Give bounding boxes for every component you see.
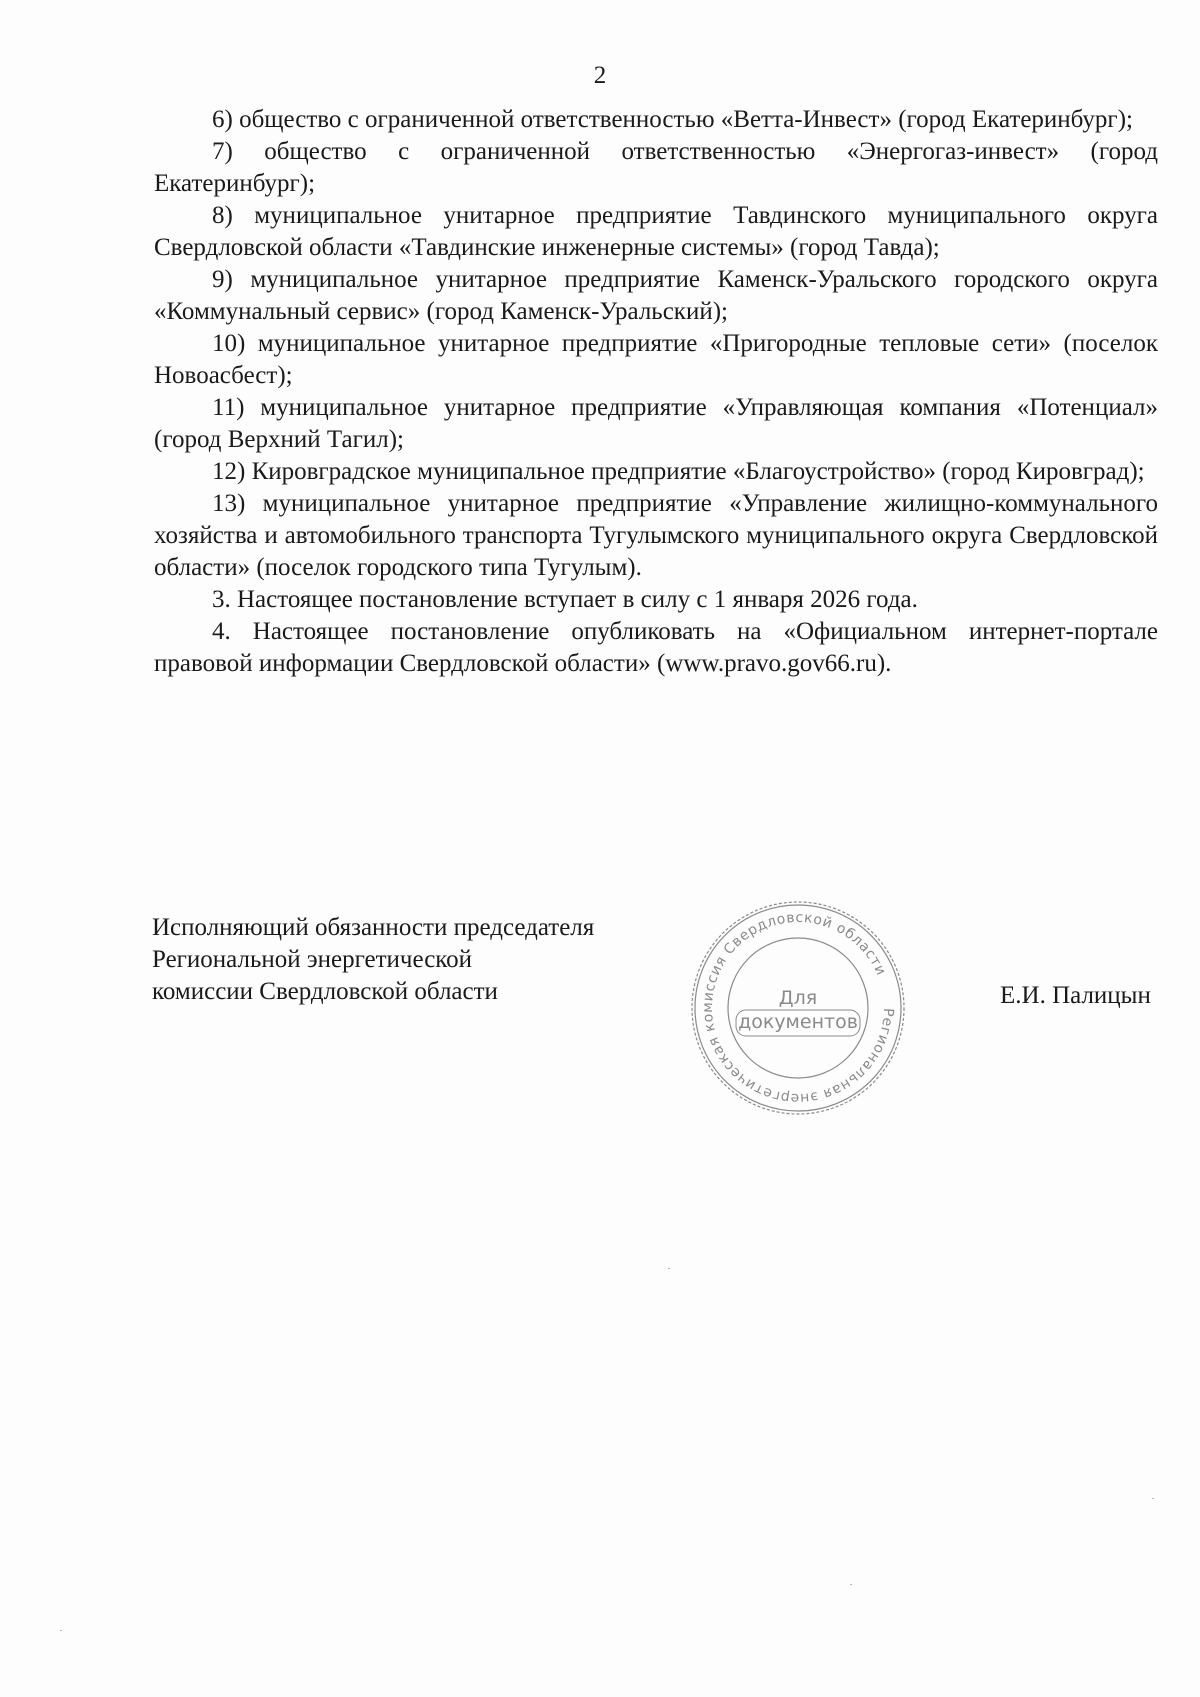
list-item-9: 9) муниципальное унитарное предприятие Каменск-Уральского городского округа «Коммунальный сервис» (город Каменск-Уральский);: [154, 266, 1158, 325]
clause-3: 3. Настоящее постановление вступает в силу с 1 января 2026 года.: [212, 586, 918, 613]
list-item-12: 12) Кировградское муниципальное предприятие «Благоустройство» (город Кировград);: [212, 458, 1145, 485]
scan-speck: [668, 1268, 670, 1269]
scan-speck: [60, 1630, 62, 1631]
scan-speck: [850, 1584, 852, 1585]
list-item-6: 6) общество с ограниченной ответственностью «Ветта-Инвест» (город Екатеринбург);: [212, 106, 1133, 133]
list-item-7: 7) общество с ограниченной ответственностью «Энергогаз-инвест» (город Екатеринбург);: [154, 138, 1158, 197]
scan-speck: [1152, 1498, 1154, 1499]
page-number: 2: [593, 62, 607, 89]
signer-title-line: Исполняющий обязанности председателя: [152, 914, 595, 941]
document-body: [154, 104, 1158, 680]
seal-center-text: документов: [738, 1011, 858, 1033]
list-item-11: 11) муниципальное унитарное предприятие «Управляющая компания «Потенциал» (город Верхний Тагил);: [154, 394, 1158, 453]
seal-center-text: Для: [778, 987, 818, 1009]
list-item-13: 13) муниципальное унитарное предприятие «Управление жилищно-коммунального хозяйства и автомобильного транспорта Тугулымского муниципального округа Свердловской области» (поселок городского типа Тугулым).: [154, 490, 1158, 581]
signer-title-line: комиссии Свердловской области: [152, 978, 498, 1005]
list-item-10: 10) муниципальное унитарное предприятие «Пригородные тепловые сети» (поселок Новоасбест);: [154, 330, 1158, 389]
signer-name: Е.И. Палицын: [1000, 982, 1151, 1009]
list-item-8: 8) муниципальное унитарное предприятие Тавдинского муниципального округа Свердловской области «Тавдинские инженерные системы» (город Тавда);: [154, 202, 1158, 261]
signer-title-line: Региональной энергетической: [152, 946, 473, 973]
seal-stamp: [688, 898, 908, 1118]
signer-title: [152, 912, 594, 1008]
seal-ring-text: Региональная энергетическая комиссия Свердловской области: [699, 909, 897, 1107]
clause-4: 4. Настоящее постановление опубликовать на «Официальном интернет-портале правовой информации Свердловской области» (www.pravo.gov66.ru).: [154, 618, 1158, 677]
